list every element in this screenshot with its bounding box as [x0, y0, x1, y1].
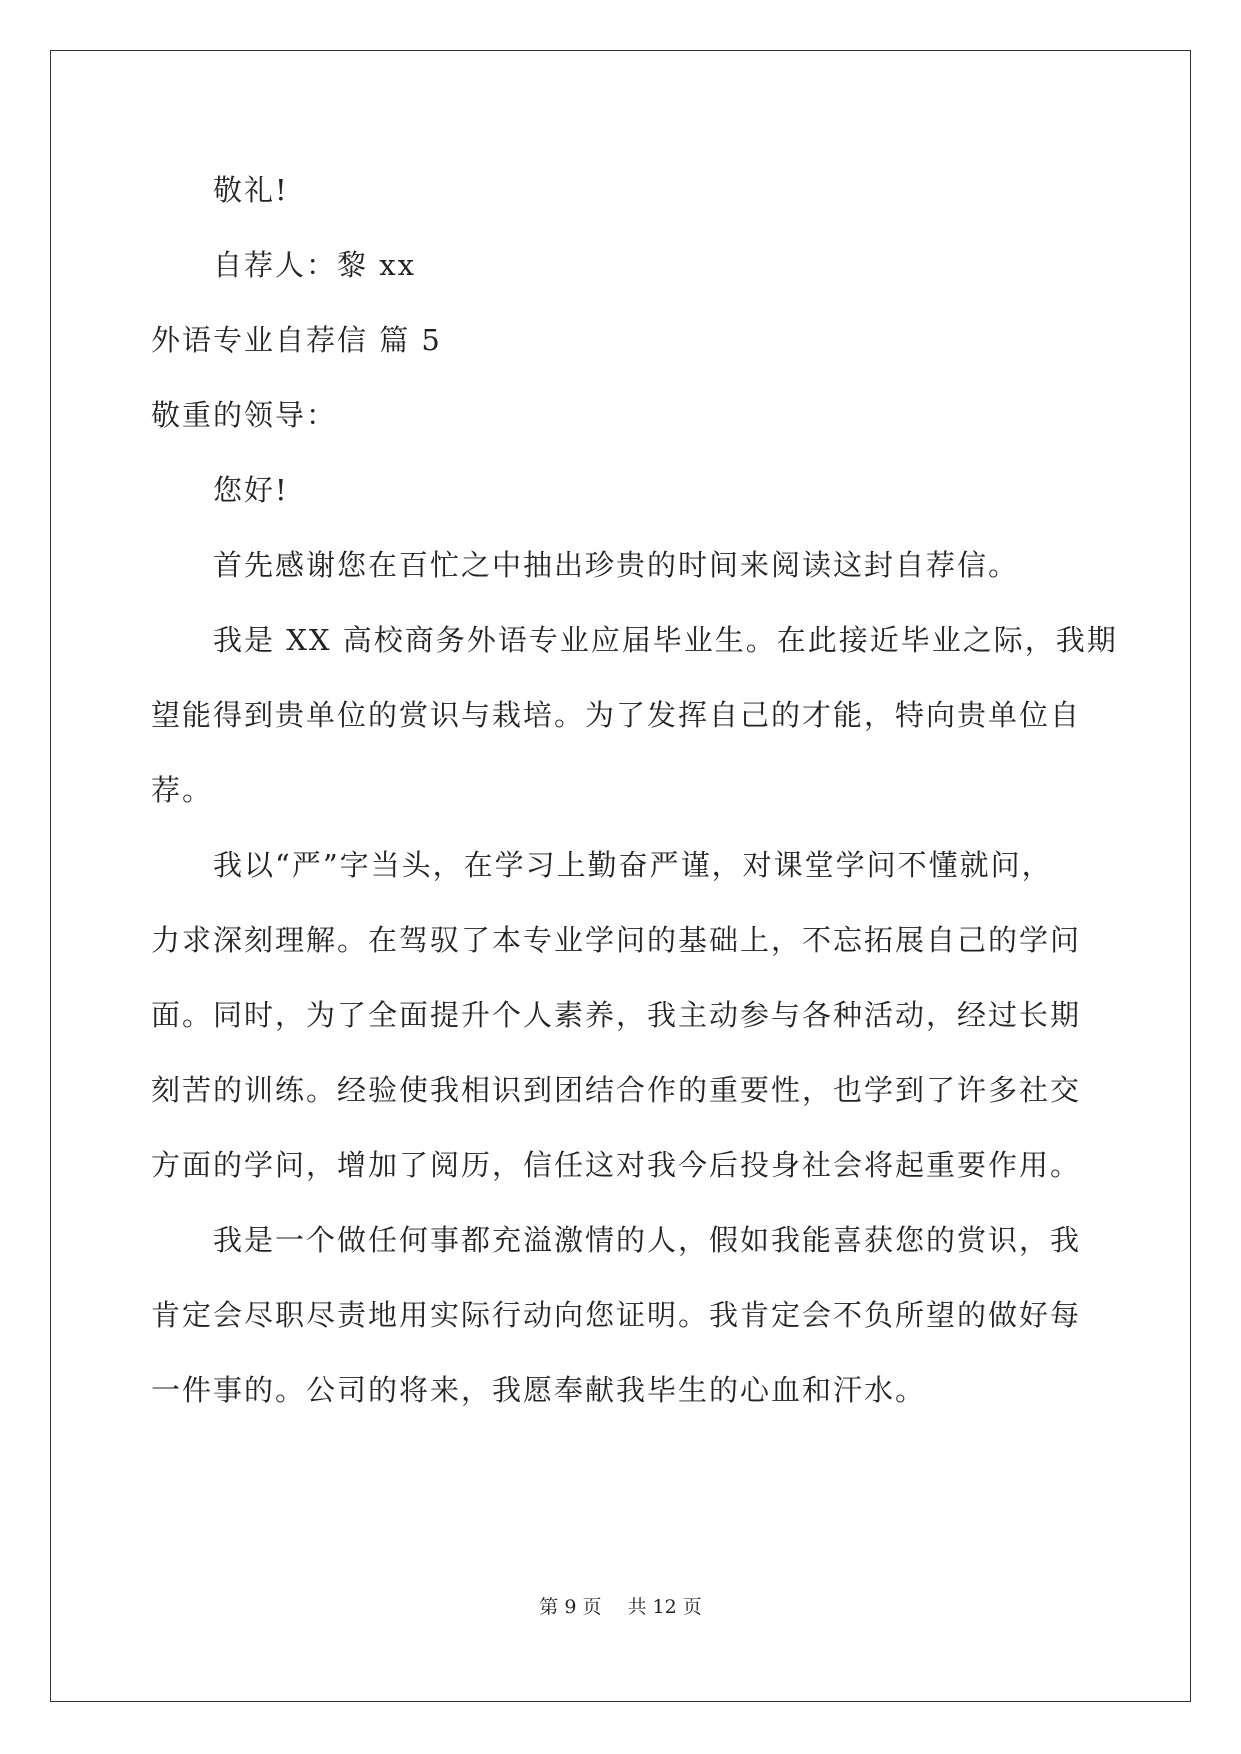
- paragraph-line: 一件事的。公司的将来，我愿奉献我毕生的心血和汗水。: [151, 1373, 927, 1407]
- paragraph-line: 力求深刻理解。在驾驭了本专业学问的基础上，不忘拓展自己的学问: [151, 923, 1082, 957]
- page-total: 共 12 页: [627, 1596, 702, 1618]
- paragraph-line: 我以“严”字当头，在学习上勤奋严谨，对课堂学问不懂就问，: [213, 848, 1053, 882]
- closing-salutation: 敬礼!: [213, 173, 289, 207]
- paragraph-line: 面。同时，为了全面提升个人素养，我主动参与各种活动，经过长期: [151, 998, 1082, 1032]
- page-number: 第 9 页: [539, 1596, 602, 1618]
- paragraph-line: 方面的学问，增加了阅历，信任这对我今后投身社会将起重要作用。: [151, 1148, 1082, 1182]
- greeting-hello: 您好!: [213, 473, 289, 507]
- signature-line: 自荐人：黎 xx: [213, 248, 416, 282]
- paragraph-line: 刻苦的训练。经验使我相识到团结合作的重要性，也学到了许多社交: [151, 1073, 1082, 1107]
- section-title: 外语专业自荐信 篇 5: [151, 323, 442, 357]
- paragraph-line: 望能得到贵单位的赏识与栽培。为了发挥自己的才能，特向贵单位自: [151, 698, 1082, 732]
- paragraph-line: 荐。: [151, 773, 214, 807]
- paragraph-line: 肯定会尽职尽责地用实际行动向您证明。我肯定会不负所望的做好每: [151, 1298, 1082, 1332]
- page-footer: [0, 1594, 1241, 1620]
- greeting: 敬重的领导：: [151, 398, 338, 432]
- paragraph-line: 我是 XX 高校商务外语专业应届毕业生。在此接近毕业之际，我期: [213, 623, 1118, 657]
- paragraph-line: 首先感谢您在百忙之中抽出珍贵的时间来阅读这封自荐信。: [213, 548, 1020, 582]
- paragraph-line: 我是一个做任何事都充溢激情的人，假如我能喜获您的赏识，我: [213, 1223, 1082, 1257]
